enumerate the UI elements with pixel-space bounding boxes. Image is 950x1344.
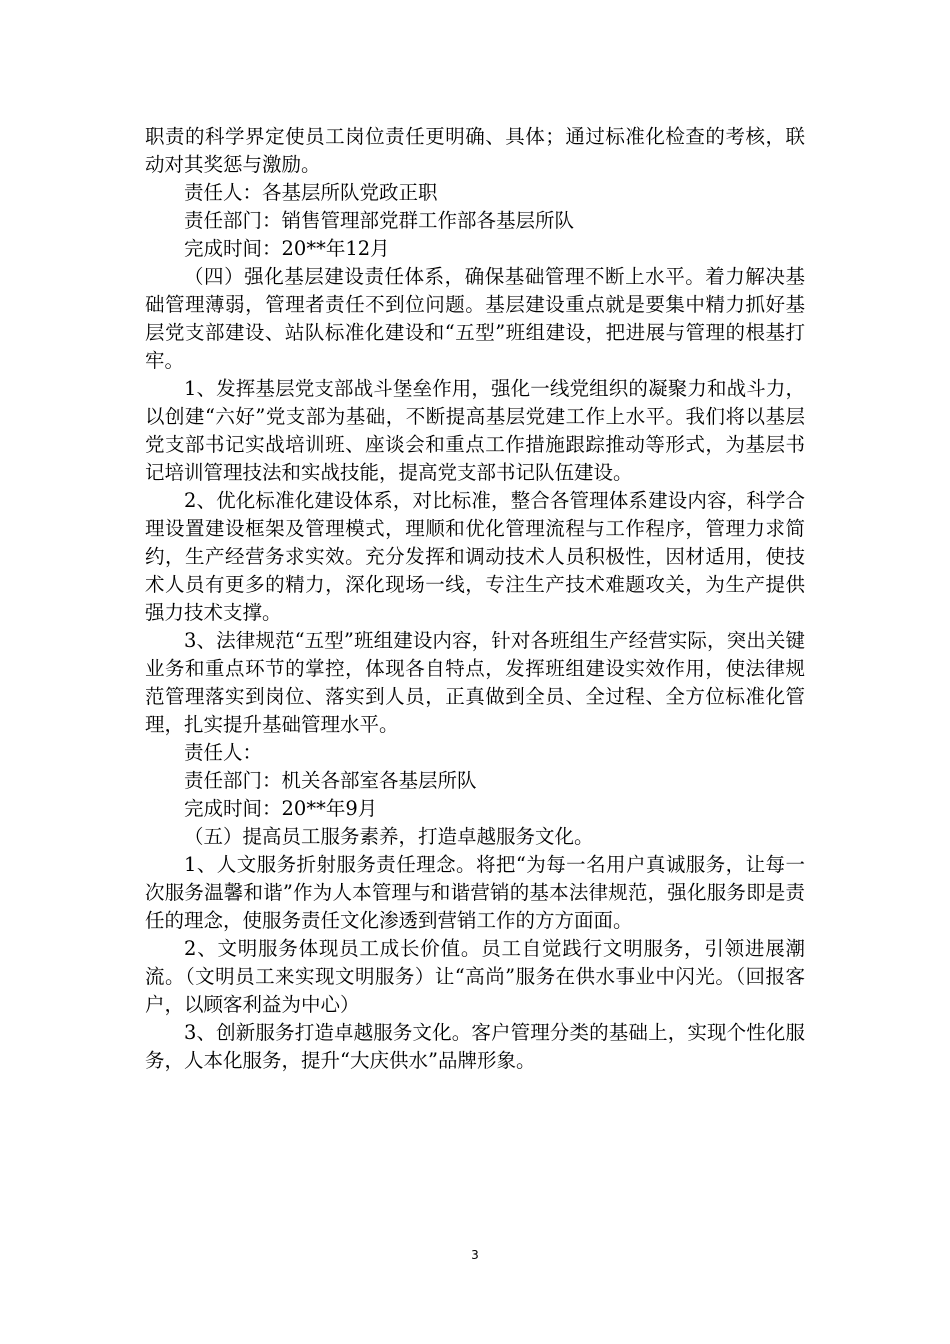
list-item-paragraph: 2、优化标准化建设体系，对比标准，整合各管理体系建设内容，科学合理设置建设框架及管理模式，理顺和优化管理流程与工作程序，管理力求简约，生产经营务求实效。充分发挥和调动技术人员积极性，因材适用，使技术人员有更多的精力，深化现场一线，专注生产技术难题攻关，为生产提供强力技术支撑。: [145, 489, 805, 624]
section-heading-four: （四）强化基层建设责任体系，确保基础管理不断上水平。着力解决基础管理薄弱，管理者责任不到位问题。基层建设重点就是要集中精力抓好基层党支部建设、站队标准化建设和“五型”班组建设，把进展与管理的根基打牢。: [145, 265, 805, 372]
list-item-paragraph: 1、人文服务折射服务责任理念。将把“为每一名用户真诚服务，让每一次服务温馨和谐”作为人本管理与和谐营销的基本法律规范，强化服务即是责任的理念，使服务责任文化渗透到营销工作的方方面面。: [145, 853, 805, 932]
paragraph-continuation: 职责的科学界定使员工岗位责任更明确、具体；通过标准化检查的考核，联动对其奖惩与激励。: [145, 125, 805, 176]
list-item-paragraph: 1、发挥基层党支部战斗堡垒作用，强化一线党组织的凝聚力和战斗力，以创建“六好”党支部为基础，不断提高基层党建工作上水平。我们将以基层党支部书记实战培训班、座谈会和重点工作措施跟踪推动等形式，为基层书记培训管理技法和实战技能，提高党支部书记队伍建设。: [145, 377, 805, 484]
responsible-person-line: 责任人：各基层所队党政正职: [184, 181, 438, 204]
list-item-paragraph: 3、法律规范“五型”班组建设内容，针对各班组生产经营实际，突出关键业务和重点环节的掌控，体现各自特点，发挥班组建设实效作用，使法律规范管理落实到岗位、落实到人员，正真做到全员、全过程、全方位标准化管理，扎实提升基础管理水平。: [145, 629, 805, 736]
section-heading-five: （五）提高员工服务素养，打造卓越服务文化。: [184, 825, 594, 848]
completion-time-line: 完成时间：20**年12月: [184, 237, 390, 260]
list-item-paragraph: 2、文明服务体现员工成长价值。员工自觉践行文明服务，引领进展潮流。（文明员工来实现文明服务）让“高尚”服务在供水事业中闪光。（回报客户，以顾客利益为中心）: [145, 937, 805, 1016]
completion-time-line: 完成时间：20**年9月: [184, 797, 378, 820]
responsible-department-line: 责任部门：销售管理部党群工作部各基层所队: [184, 209, 575, 232]
responsible-department-line: 责任部门：机关各部室各基层所队: [184, 769, 477, 792]
responsible-person-line: 责任人：: [184, 741, 263, 764]
document-body: [145, 123, 805, 1075]
list-item-paragraph: 3、创新服务打造卓越服务文化。客户管理分类的基础上，实现个性化服务，人本化服务，提升“大庆供水”品牌形象。: [145, 1021, 805, 1072]
page-number: 3: [471, 1248, 479, 1262]
